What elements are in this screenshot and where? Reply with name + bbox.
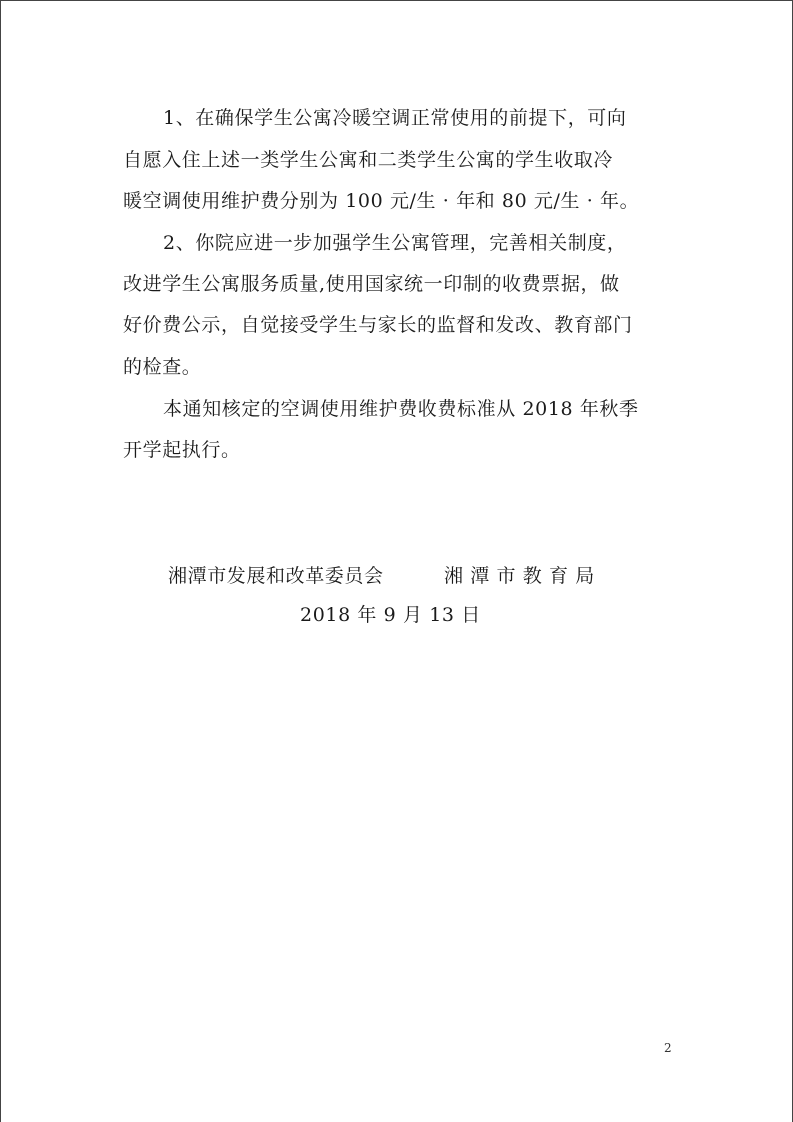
paragraph-2-line-4: 的检查。 bbox=[123, 356, 202, 378]
paragraph-3-line-1: 本通知核定的空调使用维护费收费标准从 2018 年秋季 bbox=[163, 398, 639, 420]
signature-date: 2018 年 9 月 13 日 bbox=[300, 604, 481, 626]
paragraph-2-line-1: 2、你院应进一步加强学生公寓管理，完善相关制度， bbox=[163, 232, 627, 254]
paragraph-1-line-3: 暖空调使用维护费分别为 100 元/生 · 年和 80 元/生 · 年。 bbox=[123, 190, 640, 212]
page-border-top bbox=[0, 0, 793, 1]
page-number: 2 bbox=[664, 1041, 672, 1055]
paragraph-2-line-3: 好价费公示，自觉接受学生与家长的监督和发改、教育部门 bbox=[123, 314, 633, 336]
paragraph-1-line-1: 1、在确保学生公寓冷暖空调正常使用的前提下，可向 bbox=[163, 107, 627, 129]
paragraph-1-line-2: 自愿入住上述一类学生公寓和二类学生公寓的学生收取冷 bbox=[123, 149, 614, 171]
paragraph-3-line-2: 开学起执行。 bbox=[123, 439, 241, 461]
signature-org-education-bureau: 湘 潭 市 教 育 局 bbox=[444, 565, 595, 587]
page-border-left bbox=[0, 0, 1, 1122]
paragraph-2-line-2: 改进学生公寓服务质量,使用国家统一印制的收费票据，做 bbox=[123, 273, 620, 295]
signature-org-development-reform: 湘潭市发展和改革委员会 bbox=[168, 565, 384, 587]
